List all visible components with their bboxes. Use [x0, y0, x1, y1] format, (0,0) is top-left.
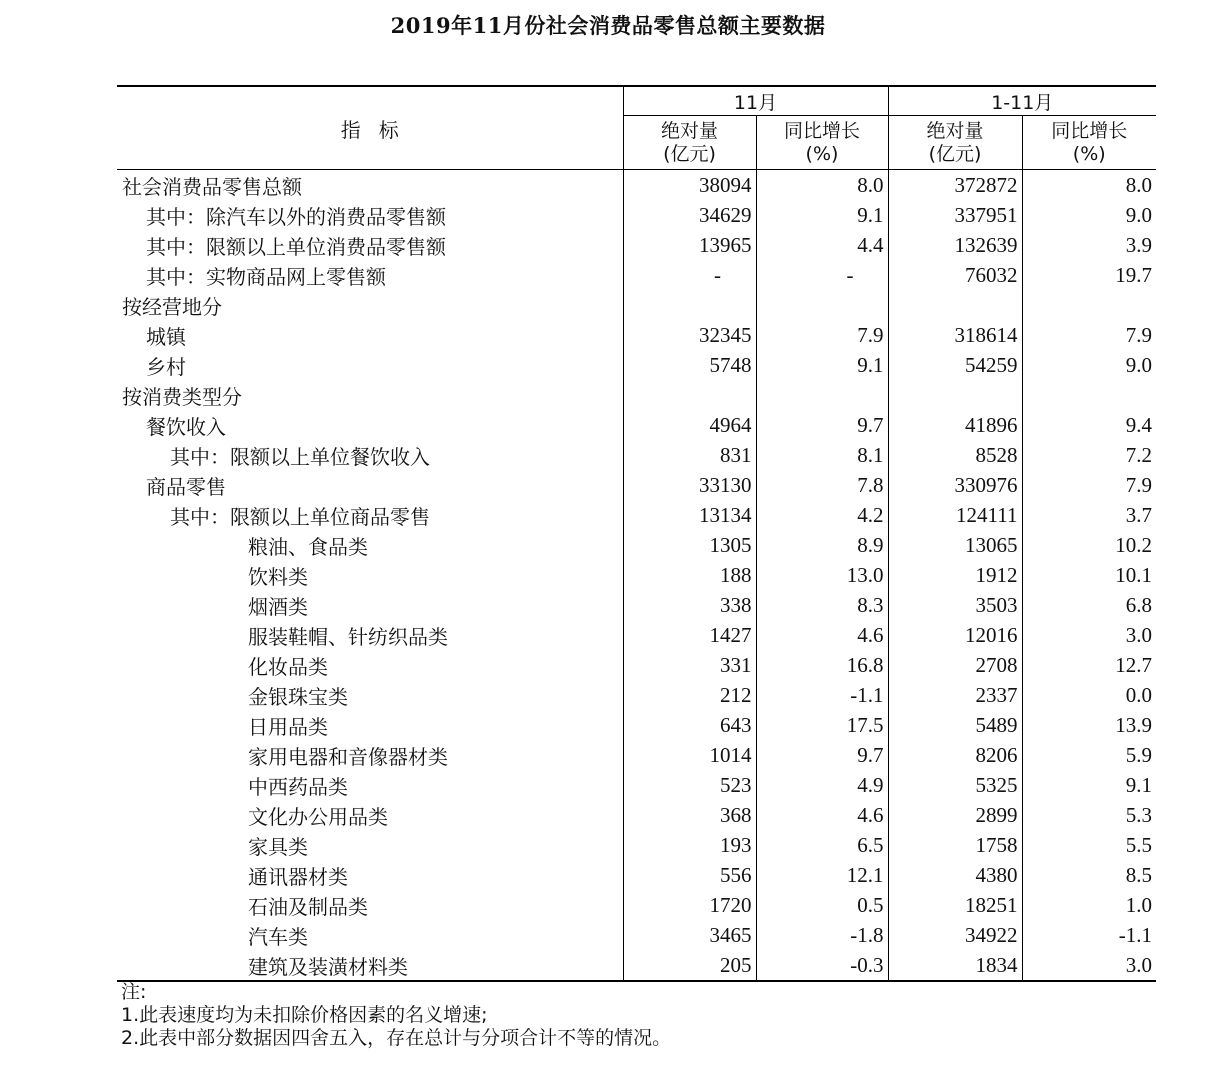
- nov-abs-cell: 32345: [623, 320, 756, 350]
- table-row: [117, 560, 1156, 590]
- row-label: 按经营地分: [122, 294, 222, 319]
- row-label: 乡村: [146, 354, 186, 379]
- row-label: 其中：实物商品网上零售额: [146, 264, 386, 289]
- table-body: [117, 170, 1156, 982]
- nov-abs-cell: 338: [623, 590, 756, 620]
- ytd-yoy-cell: 5.3: [1022, 800, 1156, 830]
- note-1: 1.此表速度均为未扣除价格因素的名义增速;: [121, 1004, 488, 1026]
- nov-yoy-cell: 16.8: [756, 650, 888, 680]
- ytd-abs-cell: 1758: [888, 830, 1022, 860]
- ytd-abs-cell: 12016: [888, 620, 1022, 650]
- ytd-yoy-cell: 3.7: [1022, 500, 1156, 530]
- nov-yoy-cell: 9.7: [756, 410, 888, 440]
- nov-abs-cell: 331: [623, 650, 756, 680]
- ytd-yoy-cell: -1.1: [1022, 920, 1156, 950]
- ytd-yoy-cell: 3.0: [1022, 950, 1156, 981]
- footnotes: [121, 981, 671, 1050]
- yoy-unit: (%): [805, 142, 839, 165]
- row-label: 文化办公用品类: [248, 804, 388, 829]
- ytd-abs-header: [888, 116, 1022, 170]
- table-row: [117, 170, 1156, 201]
- row-label: 日用品类: [248, 714, 328, 739]
- ytd-abs-cell: 3503: [888, 590, 1022, 620]
- nov-abs-cell: [623, 380, 756, 410]
- nov-abs-cell: 1720: [623, 890, 756, 920]
- ytd-yoy-cell: 9.1: [1022, 770, 1156, 800]
- ytd-yoy-cell: 13.9: [1022, 710, 1156, 740]
- row-label: 商品零售: [146, 474, 226, 499]
- nov-abs-cell: 13965: [623, 230, 756, 260]
- row-label: 其中：限额以上单位餐饮收入: [170, 444, 430, 469]
- ytd-yoy-cell: 3.9: [1022, 230, 1156, 260]
- nov-abs-cell: 368: [623, 800, 756, 830]
- ytd-yoy-cell: 12.7: [1022, 650, 1156, 680]
- nov-yoy-cell: [756, 290, 888, 320]
- nov-abs-cell: 33130: [623, 470, 756, 500]
- nov-abs-cell: 13134: [623, 500, 756, 530]
- nov-abs-cell: 1305: [623, 530, 756, 560]
- nov-yoy-cell: 4.6: [756, 620, 888, 650]
- table-header: [117, 86, 1156, 170]
- nov-yoy-cell: 4.6: [756, 800, 888, 830]
- ytd-abs-cell: 8528: [888, 440, 1022, 470]
- table-row: [117, 380, 1156, 410]
- nov-yoy-cell: 12.1: [756, 860, 888, 890]
- ytd-abs-cell: 124111: [888, 500, 1022, 530]
- table-row: [117, 890, 1156, 920]
- note-2: 2.此表中部分数据因四舍五入，存在总计与分项合计不等的情况。: [121, 1027, 672, 1049]
- ytd-yoy-cell: 1.0: [1022, 890, 1156, 920]
- ytd-abs-cell: 8206: [888, 740, 1022, 770]
- nov-abs-cell: 3465: [623, 920, 756, 950]
- ytd-yoy-cell: 3.0: [1022, 620, 1156, 650]
- abs-unit: (亿元): [663, 142, 716, 165]
- row-label: 建筑及装潢材料类: [248, 954, 408, 979]
- ytd-abs-cell: 76032: [888, 260, 1022, 290]
- ytd-abs-cell: 2708: [888, 650, 1022, 680]
- ytd-abs-cell: 5325: [888, 770, 1022, 800]
- row-label: 汽车类: [248, 924, 308, 949]
- ytd-abs-cell: 2899: [888, 800, 1022, 830]
- abs-unit: (亿元): [928, 142, 982, 165]
- nov-abs-cell: 34629: [623, 200, 756, 230]
- nov-yoy-cell: -1.1: [756, 680, 888, 710]
- ytd-abs-cell: [888, 380, 1022, 410]
- nov-abs-cell: 643: [623, 710, 756, 740]
- row-label: 其中：限额以上单位商品零售: [170, 504, 430, 529]
- nov-abs-cell: 205: [623, 950, 756, 981]
- ytd-abs-cell: 2337: [888, 680, 1022, 710]
- nov-yoy-cell: 4.2: [756, 500, 888, 530]
- ytd-yoy-cell: [1022, 290, 1156, 320]
- table-row: [117, 260, 1156, 290]
- table-row: [117, 800, 1156, 830]
- table-row: [117, 710, 1156, 740]
- row-label: 通讯器材类: [248, 864, 348, 889]
- nov-abs-header: [623, 116, 756, 170]
- yoy-label: 同比增长: [783, 119, 860, 142]
- nov-abs-cell: 1014: [623, 740, 756, 770]
- nov-abs-cell: 523: [623, 770, 756, 800]
- row-label: 化妆品类: [248, 654, 328, 679]
- yoy-label: 同比增长: [1051, 119, 1128, 142]
- nov-yoy-cell: 4.9: [756, 770, 888, 800]
- nov-abs-cell: 4964: [623, 410, 756, 440]
- row-label: 饮料类: [248, 564, 308, 589]
- ytd-abs-cell: 372872: [888, 170, 1022, 201]
- nov-abs-cell: 188: [623, 560, 756, 590]
- nov-abs-cell: 556: [623, 860, 756, 890]
- nov-yoy-cell: -0.3: [756, 950, 888, 981]
- ytd-yoy-cell: 5.5: [1022, 830, 1156, 860]
- ytd-abs-cell: 54259: [888, 350, 1022, 380]
- ytd-abs-cell: 1834: [888, 950, 1022, 981]
- yoy-unit: (%): [1072, 142, 1106, 165]
- ytd-abs-cell: 1912: [888, 560, 1022, 590]
- row-label: 服装鞋帽、针纺织品类: [248, 624, 448, 649]
- nov-yoy-cell: 8.9: [756, 530, 888, 560]
- abs-label: 绝对量: [926, 119, 984, 142]
- table-row: [117, 860, 1156, 890]
- page-title: 2019年11月份社会消费品零售总额主要数据: [390, 13, 826, 38]
- ytd-abs-cell: 337951: [888, 200, 1022, 230]
- nov-yoy-cell: 9.1: [756, 350, 888, 380]
- row-label: 石油及制品类: [248, 894, 368, 919]
- table-row: [117, 920, 1156, 950]
- indicator-header: 指标: [117, 86, 623, 170]
- nov-yoy-cell: 4.4: [756, 230, 888, 260]
- table-row: [117, 350, 1156, 380]
- nov-abs-cell: [623, 290, 756, 320]
- ytd-abs-cell: 18251: [888, 890, 1022, 920]
- ytd-abs-cell: 41896: [888, 410, 1022, 440]
- ytd-yoy-cell: 8.0: [1022, 170, 1156, 201]
- nov-abs-cell: 212: [623, 680, 756, 710]
- row-label: 金银珠宝类: [248, 684, 348, 709]
- row-label: 其中：限额以上单位消费品零售额: [146, 234, 446, 259]
- table-row: [117, 830, 1156, 860]
- nov-yoy-cell: [756, 380, 888, 410]
- nov-yoy-cell: 7.8: [756, 470, 888, 500]
- row-label: 家具类: [248, 834, 308, 859]
- notes-heading: 注:: [121, 981, 147, 1003]
- table-row: [117, 230, 1156, 260]
- ytd-yoy-cell: 0.0: [1022, 680, 1156, 710]
- ytd-abs-cell: 318614: [888, 320, 1022, 350]
- ytd-abs-cell: [888, 290, 1022, 320]
- ytd-yoy-cell: [1022, 380, 1156, 410]
- table-row: [117, 320, 1156, 350]
- table-row: [117, 950, 1156, 981]
- nov-yoy-cell: -1.8: [756, 920, 888, 950]
- nov-period-header: 11月: [623, 86, 888, 116]
- nov-yoy-cell: 9.7: [756, 740, 888, 770]
- ytd-abs-cell: 5489: [888, 710, 1022, 740]
- ytd-yoy-cell: 6.8: [1022, 590, 1156, 620]
- ytd-abs-cell: 4380: [888, 860, 1022, 890]
- ytd-yoy-cell: 8.5: [1022, 860, 1156, 890]
- ytd-yoy-cell: 5.9: [1022, 740, 1156, 770]
- table-row: [117, 680, 1156, 710]
- nov-abs-cell: 831: [623, 440, 756, 470]
- ytd-yoy-cell: 19.7: [1022, 260, 1156, 290]
- nov-yoy-cell: 8.3: [756, 590, 888, 620]
- nov-yoy-cell: 8.1: [756, 440, 888, 470]
- nov-abs-cell: 5748: [623, 350, 756, 380]
- nov-abs-cell: -: [623, 260, 756, 290]
- nov-yoy-cell: 0.5: [756, 890, 888, 920]
- table-row: [117, 290, 1156, 320]
- nov-yoy-cell: 8.0: [756, 170, 888, 201]
- ytd-yoy-cell: 7.9: [1022, 470, 1156, 500]
- table-row: [117, 590, 1156, 620]
- ytd-abs-cell: 330976: [888, 470, 1022, 500]
- row-label: 按消费类型分: [122, 384, 242, 409]
- ytd-yoy-cell: 9.0: [1022, 200, 1156, 230]
- table-row: [117, 530, 1156, 560]
- row-label: 家用电器和音像器材类: [248, 744, 448, 769]
- nov-yoy-cell: -: [756, 260, 888, 290]
- table-row: [117, 440, 1156, 470]
- table-row: [117, 650, 1156, 680]
- ytd-abs-cell: 132639: [888, 230, 1022, 260]
- nov-abs-cell: 193: [623, 830, 756, 860]
- nov-yoy-cell: 6.5: [756, 830, 888, 860]
- table-row: [117, 770, 1156, 800]
- ytd-yoy-cell: 10.2: [1022, 530, 1156, 560]
- ytd-yoy-header: [1022, 116, 1156, 170]
- ytd-yoy-cell: 9.4: [1022, 410, 1156, 440]
- retail-sales-table: [117, 85, 1156, 982]
- abs-label: 绝对量: [660, 119, 718, 142]
- ytd-abs-cell: 13065: [888, 530, 1022, 560]
- table-row: [117, 200, 1156, 230]
- nov-yoy-cell: 17.5: [756, 710, 888, 740]
- table-row: [117, 470, 1156, 500]
- nov-abs-cell: 38094: [623, 170, 756, 201]
- ytd-yoy-cell: 9.0: [1022, 350, 1156, 380]
- nov-yoy-cell: 13.0: [756, 560, 888, 590]
- nov-abs-cell: 1427: [623, 620, 756, 650]
- row-label: 城镇: [146, 324, 186, 349]
- row-label: 其中：除汽车以外的消费品零售额: [146, 204, 446, 229]
- table-row: [117, 410, 1156, 440]
- ytd-yoy-cell: 10.1: [1022, 560, 1156, 590]
- row-label: 中西药品类: [248, 774, 348, 799]
- row-label: 餐饮收入: [146, 414, 226, 439]
- table-row: [117, 740, 1156, 770]
- ytd-yoy-cell: 7.9: [1022, 320, 1156, 350]
- row-label: 社会消费品零售总额: [122, 174, 302, 199]
- ytd-abs-cell: 34922: [888, 920, 1022, 950]
- table-row: [117, 500, 1156, 530]
- row-label: 烟酒类: [248, 594, 308, 619]
- nov-yoy-header: [756, 116, 888, 170]
- nov-yoy-cell: 9.1: [756, 200, 888, 230]
- nov-yoy-cell: 7.9: [756, 320, 888, 350]
- ytd-yoy-cell: 7.2: [1022, 440, 1156, 470]
- table-row: [117, 620, 1156, 650]
- row-label: 粮油、食品类: [248, 534, 368, 559]
- ytd-period-header: 1-11月: [888, 86, 1156, 116]
